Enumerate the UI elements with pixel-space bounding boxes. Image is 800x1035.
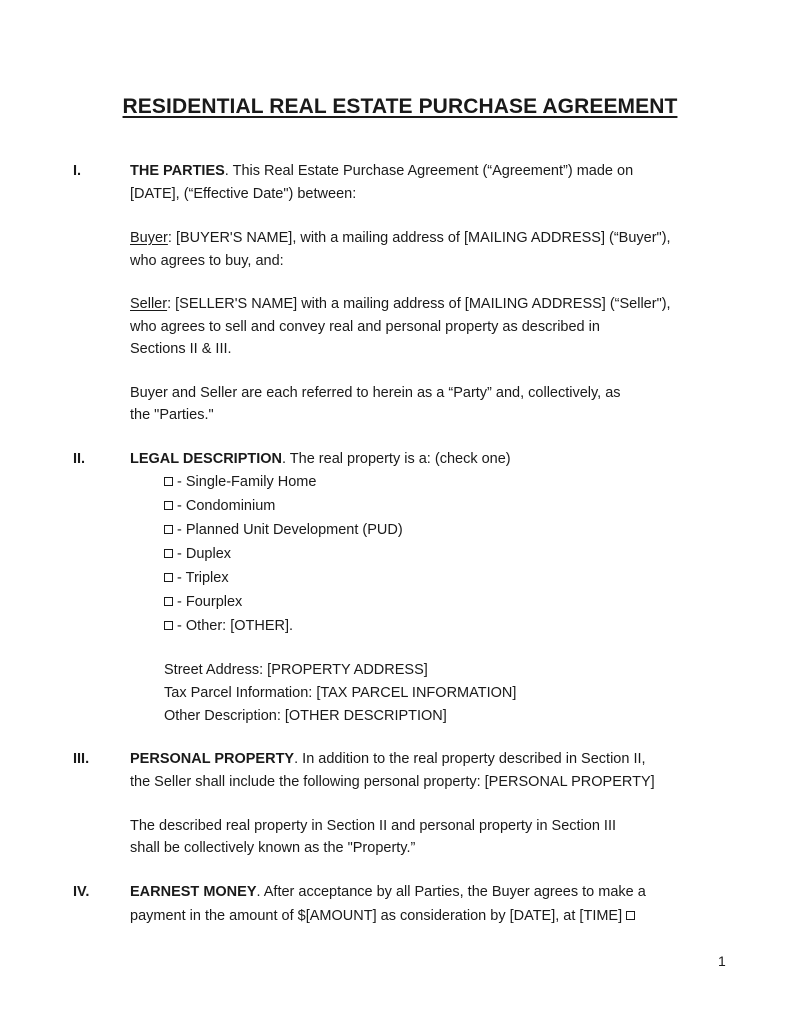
seller-label: Seller xyxy=(130,296,168,312)
document-title: RESIDENTIAL REAL ESTATE PURCHASE AGREEMENT xyxy=(122,95,678,118)
option-duplex[interactable]: - Duplex xyxy=(164,546,231,562)
checkbox-icon[interactable] xyxy=(164,573,173,582)
parties-line-2: [DATE], (“Effective Date") between: xyxy=(130,186,357,202)
street-address-line: Street Address: [PROPERTY ADDRESS] xyxy=(164,662,428,678)
buyer-line-2: who agrees to buy, and: xyxy=(130,253,284,269)
option-single-family[interactable]: - Single-Family Home xyxy=(164,474,316,490)
earnest-line-2: payment in the amount of $[AMOUNT] as consideration by [DATE], at [TIME] xyxy=(130,908,635,924)
legal-heading: LEGAL DESCRIPTION xyxy=(130,451,282,467)
buyer-label: Buyer xyxy=(130,230,168,246)
earnest-line-1: EARNEST MONEY. After acceptance by all Parties, the Buyer agrees to make a xyxy=(130,884,646,900)
earnest-heading: EARNEST MONEY xyxy=(130,884,257,900)
option-triplex[interactable]: - Triplex xyxy=(164,570,229,586)
buyer-line-1: Buyer: [BUYER'S NAME], with a mailing address of [MAILING ADDRESS] (“Buyer"), xyxy=(130,230,671,246)
option-other[interactable]: - Other: [OTHER]. xyxy=(164,618,293,634)
parties-heading: THE PARTIES xyxy=(130,163,225,179)
seller-line-2: who agrees to sell and convey real and personal property as described in xyxy=(130,319,600,335)
personal-line-2: the Seller shall include the following personal property: [PERSONAL PROPERTY] xyxy=(130,774,655,790)
seller-line-3: Sections II & III. xyxy=(130,341,232,357)
checkbox-icon[interactable] xyxy=(164,549,173,558)
section-number-2: II. xyxy=(73,451,86,467)
seller-line-1: Seller: [SELLER'S NAME] with a mailing address of [MAILING ADDRESS] (“Seller"), xyxy=(130,296,671,312)
section-number-1: I. xyxy=(73,163,82,179)
collective-line-1: Buyer and Seller are each referred to herein as a “Party” and, collectively, as xyxy=(130,385,621,401)
checkbox-icon[interactable] xyxy=(164,621,173,630)
legal-line-1: LEGAL DESCRIPTION. The real property is a: (check one) xyxy=(130,451,511,467)
personal-line-1: PERSONAL PROPERTY. In addition to the real property described in Section II, xyxy=(130,751,646,767)
option-fourplex[interactable]: - Fourplex xyxy=(164,594,242,610)
personal-line-3: The described real property in Section II and personal property in Section III xyxy=(130,818,617,834)
option-pud[interactable]: - Planned Unit Development (PUD) xyxy=(164,522,403,538)
checkbox-icon[interactable] xyxy=(164,525,173,534)
tax-parcel-line: Tax Parcel Information: [TAX PARCEL INFORMATION] xyxy=(164,685,517,701)
personal-line-4: shall be collectively known as the "Property.” xyxy=(130,840,416,856)
section-number-4: IV. xyxy=(73,884,90,900)
option-condominium[interactable]: - Condominium xyxy=(164,498,275,514)
checkbox-icon[interactable] xyxy=(164,501,173,510)
section-number-3: III. xyxy=(73,751,90,767)
checkbox-icon[interactable] xyxy=(164,477,173,486)
checkbox-icon[interactable] xyxy=(164,597,173,606)
parties-line-1: THE PARTIES. This Real Estate Purchase Agreement (“Agreement”) made on xyxy=(130,163,634,179)
other-description-line: Other Description: [OTHER DESCRIPTION] xyxy=(164,708,447,724)
page-number: 1 xyxy=(718,953,726,969)
collective-line-2: the "Parties." xyxy=(130,407,214,423)
checkbox-icon[interactable] xyxy=(626,911,635,920)
personal-heading: PERSONAL PROPERTY xyxy=(130,751,295,767)
